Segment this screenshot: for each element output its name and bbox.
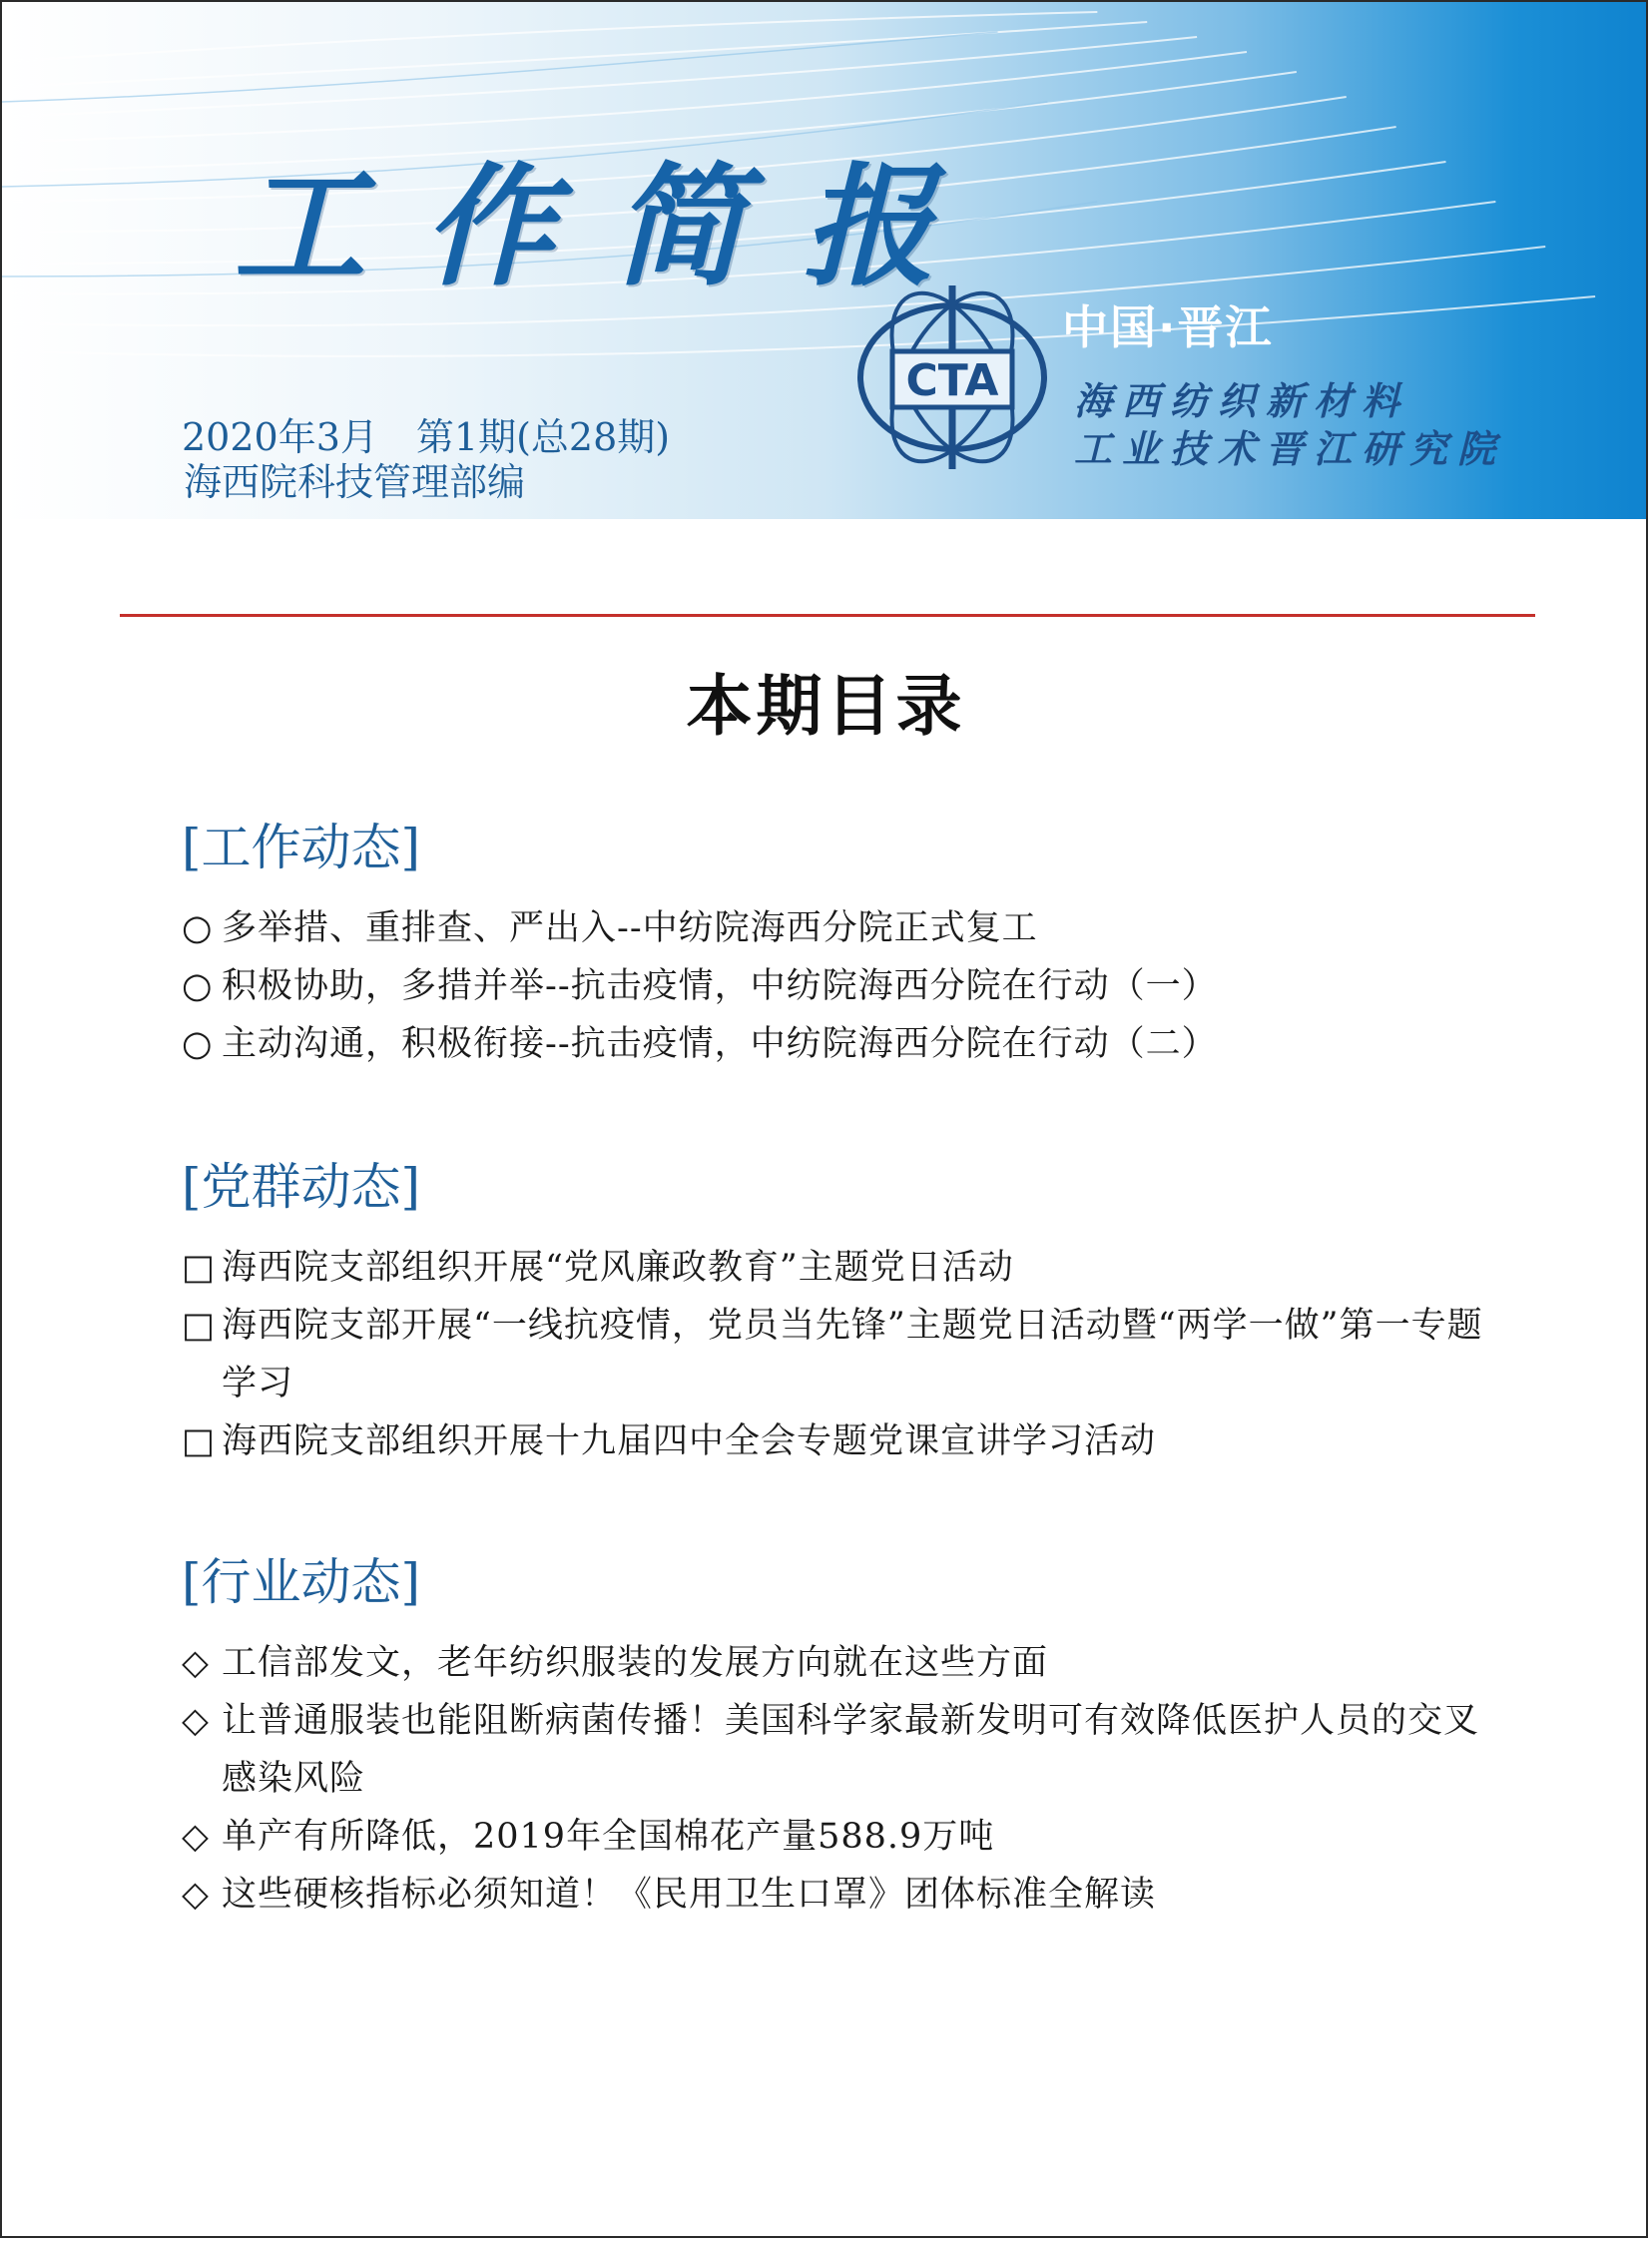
section-heading: [工作动态] [182, 819, 421, 876]
issue-number: 第1期(总28期) [415, 415, 671, 459]
diamond-bullet-icon: ◇ [182, 1701, 210, 1741]
section-work-news [182, 821, 1499, 1073]
section-industry-news [182, 1555, 1499, 1924]
issue-date: 2020年3月 [182, 415, 378, 459]
header-divider [120, 614, 1535, 617]
org-name-line2: 工业技术晋江研究院 [1074, 427, 1506, 471]
toc-item[interactable]: □ 海西院支部组织开展十九届四中全会专题党课宣讲学习活动 [182, 1412, 1499, 1470]
section-heading: [行业动态] [182, 1553, 421, 1611]
square-bullet-icon: □ [182, 1248, 217, 1288]
editor-credit: 海西院科技管理部编 [184, 460, 526, 504]
toc-item[interactable]: □ 海西院支部组织开展“党风廉政教育”主题党日活动 [182, 1239, 1499, 1297]
org-name-line1: 海西纺织新材料 [1074, 379, 1410, 423]
circle-bullet-icon: ○ [182, 1024, 214, 1064]
toc-item[interactable]: □ 海西院支部开展“一线抗疫情，党员当先锋”主题党日活动暨“两学一做”第一专题学习 [182, 1297, 1499, 1412]
logo-text: CTA [905, 355, 999, 406]
toc-item[interactable]: ◇ 工信部发文，老年纺织服装的发展方向就在这些方面 [182, 1634, 1499, 1692]
diamond-bullet-icon: ◇ [182, 1875, 210, 1915]
section-heading: [党群动态] [182, 1158, 421, 1216]
toc-item[interactable]: ○ 主动沟通，积极衔接--抗击疫情，中纺院海西分院在行动（二） [182, 1015, 1499, 1073]
toc-item[interactable]: ◇ 单产有所降低，2019年全国棉花产量588.9万吨 [182, 1808, 1499, 1866]
organization-name [1074, 377, 1505, 473]
circle-bullet-icon: ○ [182, 908, 214, 948]
newsletter-title: 工作简报 [234, 151, 992, 304]
cta-logo-icon [852, 278, 1052, 477]
diamond-bullet-icon: ◇ [182, 1817, 210, 1857]
toc-item[interactable]: ◇ 让普通服装也能阻断病菌传播！美国科学家最新发明可有效降低医护人员的交叉感染风险 [182, 1692, 1499, 1808]
region-label: 中国·晋江 [1062, 300, 1274, 354]
section-party-news [182, 1160, 1499, 1470]
toc-item[interactable]: ○ 多举措、重排查、严出入--中纺院海西分院正式复工 [182, 899, 1499, 957]
diamond-bullet-icon: ◇ [182, 1643, 210, 1683]
toc-title: 本期目录 [686, 667, 966, 745]
square-bullet-icon: □ [182, 1421, 217, 1461]
toc-item[interactable]: ○ 积极协助，多措并举--抗击疫情，中纺院海西分院在行动（一） [182, 957, 1499, 1015]
square-bullet-icon: □ [182, 1306, 217, 1346]
circle-bullet-icon: ○ [182, 966, 214, 1006]
header-banner [2, 2, 1646, 519]
toc-item[interactable]: ◇ 这些硬核指标必须知道！《民用卫生口罩》团体标准全解读 [182, 1866, 1499, 1924]
